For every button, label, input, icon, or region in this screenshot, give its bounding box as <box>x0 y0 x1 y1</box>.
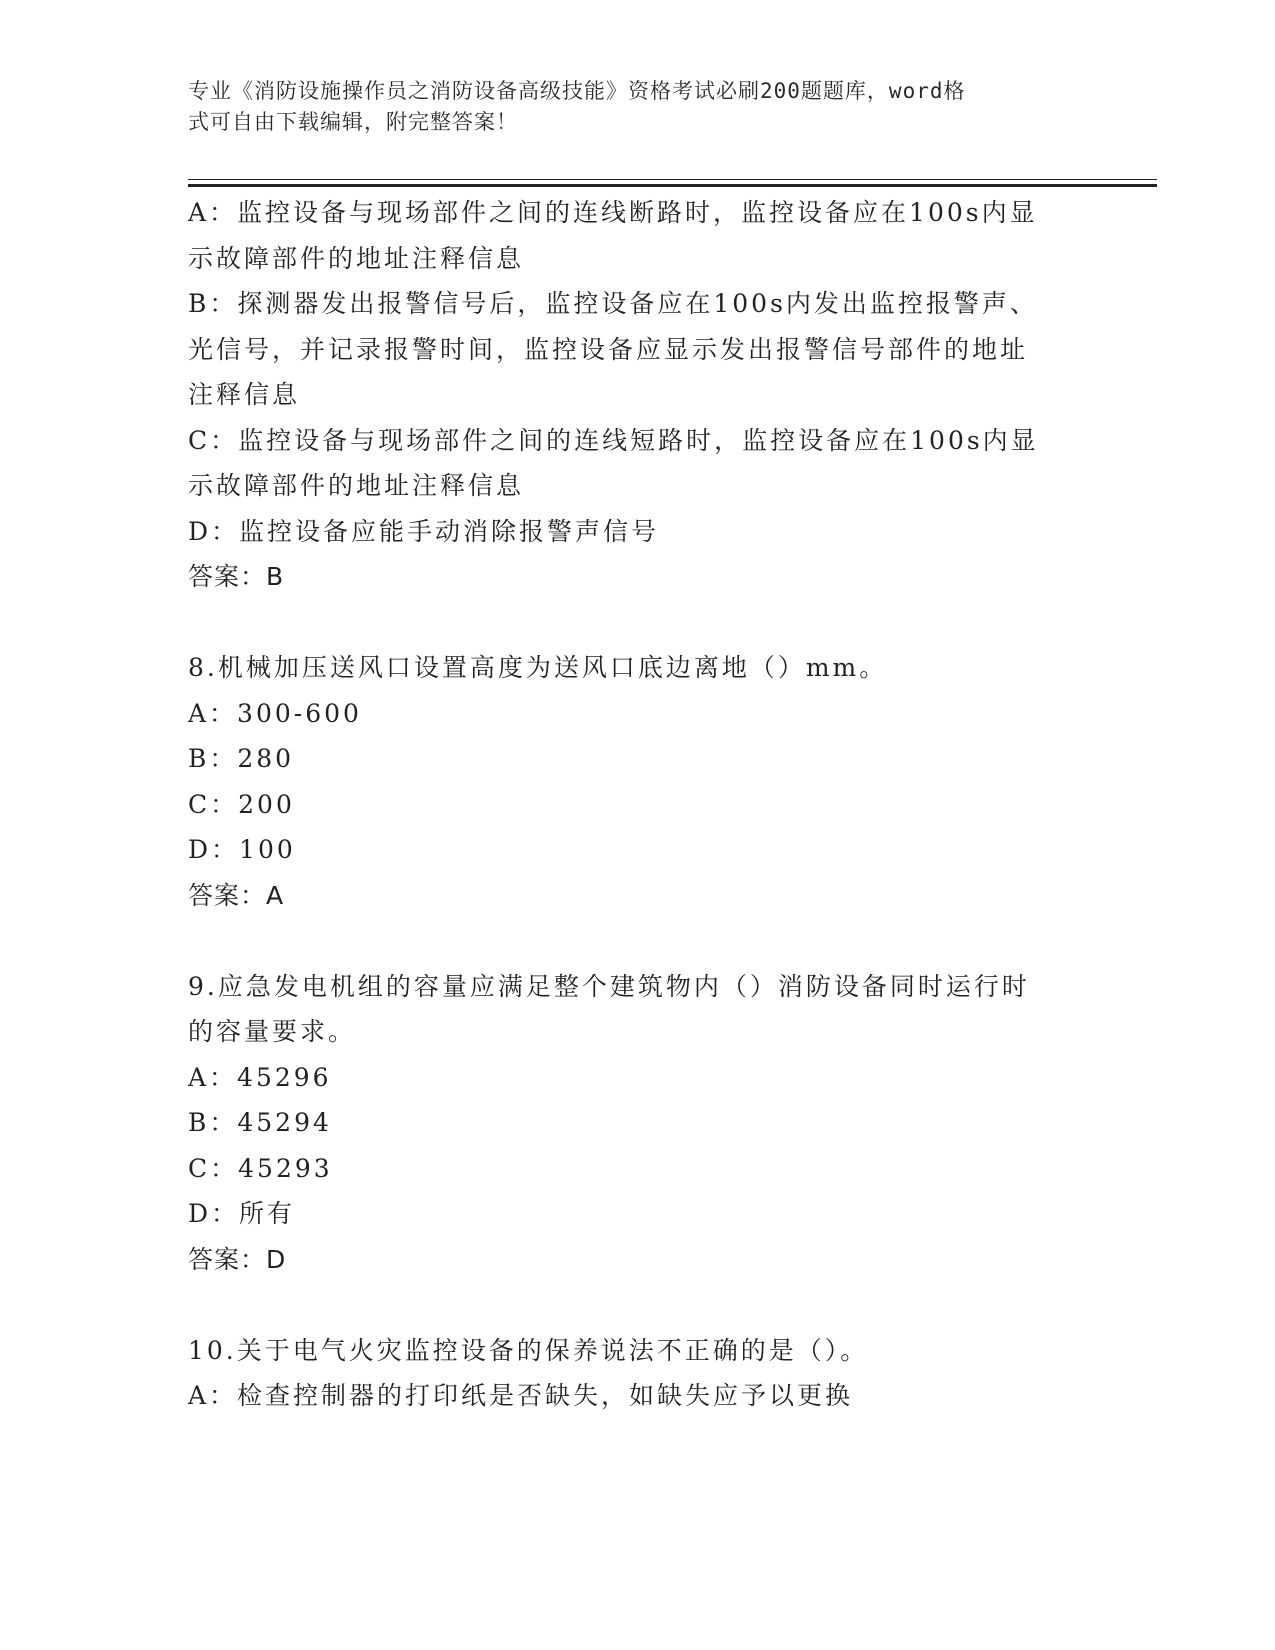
document-header <box>188 76 1068 138</box>
option-c-line-1: C：监控设备与现场部件之间的连线短路时，监控设备应在100s内显 <box>188 425 1039 455</box>
option-c: C：200 <box>188 789 295 819</box>
answer-label: 答案：D <box>188 1244 287 1274</box>
option-a: A：300-600 <box>188 698 362 728</box>
option-d: D：所有 <box>188 1199 296 1228</box>
option-d: D：监控设备应能手动消除报警声信号 <box>188 516 660 546</box>
spacer <box>188 1282 1088 1328</box>
option-d: D：100 <box>188 835 296 864</box>
option-b: B：280 <box>188 744 295 773</box>
option-b-line-2: 光信号，并记录报警时间，监控设备应显示发出报警信号部件的地址 <box>188 334 1029 364</box>
spacer <box>188 918 1088 964</box>
header-line-2: 式可自由下载编辑，附完整答案！ <box>188 110 518 134</box>
question-7-block <box>188 190 1088 600</box>
option-a: A：45296 <box>188 1062 332 1092</box>
question-8-block <box>188 645 1088 918</box>
header-divider-thin <box>188 179 1157 180</box>
option-b-line-1: B：探测器发出报警信号后，监控设备应在100s内发出监控报警声、 <box>188 289 1038 318</box>
question-list <box>188 190 1088 1419</box>
answer-label: 答案：A <box>188 880 285 910</box>
question-text-line-2: 的容量要求。 <box>188 1017 357 1046</box>
option-b: B：45294 <box>188 1108 332 1137</box>
option-a: A：检查控制器的打印纸是否缺失，如缺失应予以更换 <box>188 1381 854 1410</box>
header-line-1: 专业《消防设施操作员之消防设备高级技能》资格考试必刷200题题库，word格 <box>188 79 966 103</box>
option-a-line-2: 示故障部件的地址注释信息 <box>188 243 525 273</box>
spacer <box>188 600 1088 646</box>
question-text-line-1: 9.应急发电机组的容量应满足整个建筑物内（）消防设备同时运行时 <box>188 971 1030 1001</box>
question-text: 8.机械加压送风口设置高度为送风口底边离地（）mm。 <box>188 653 888 682</box>
question-10-block <box>188 1328 1088 1419</box>
option-c-line-2: 示故障部件的地址注释信息 <box>188 471 525 500</box>
answer-label: 答案：B <box>188 562 285 591</box>
option-a-line-1: A：监控设备与现场部件之间的连线断路时，监控设备应在100s内显 <box>188 198 1038 227</box>
question-text: 10.关于电气火灾监控设备的保养说法不正确的是（）。 <box>188 1335 869 1365</box>
option-c: C：45293 <box>188 1153 333 1183</box>
option-b-line-3: 注释信息 <box>188 380 301 409</box>
question-9-block <box>188 964 1088 1283</box>
header-divider-thick <box>188 184 1157 187</box>
